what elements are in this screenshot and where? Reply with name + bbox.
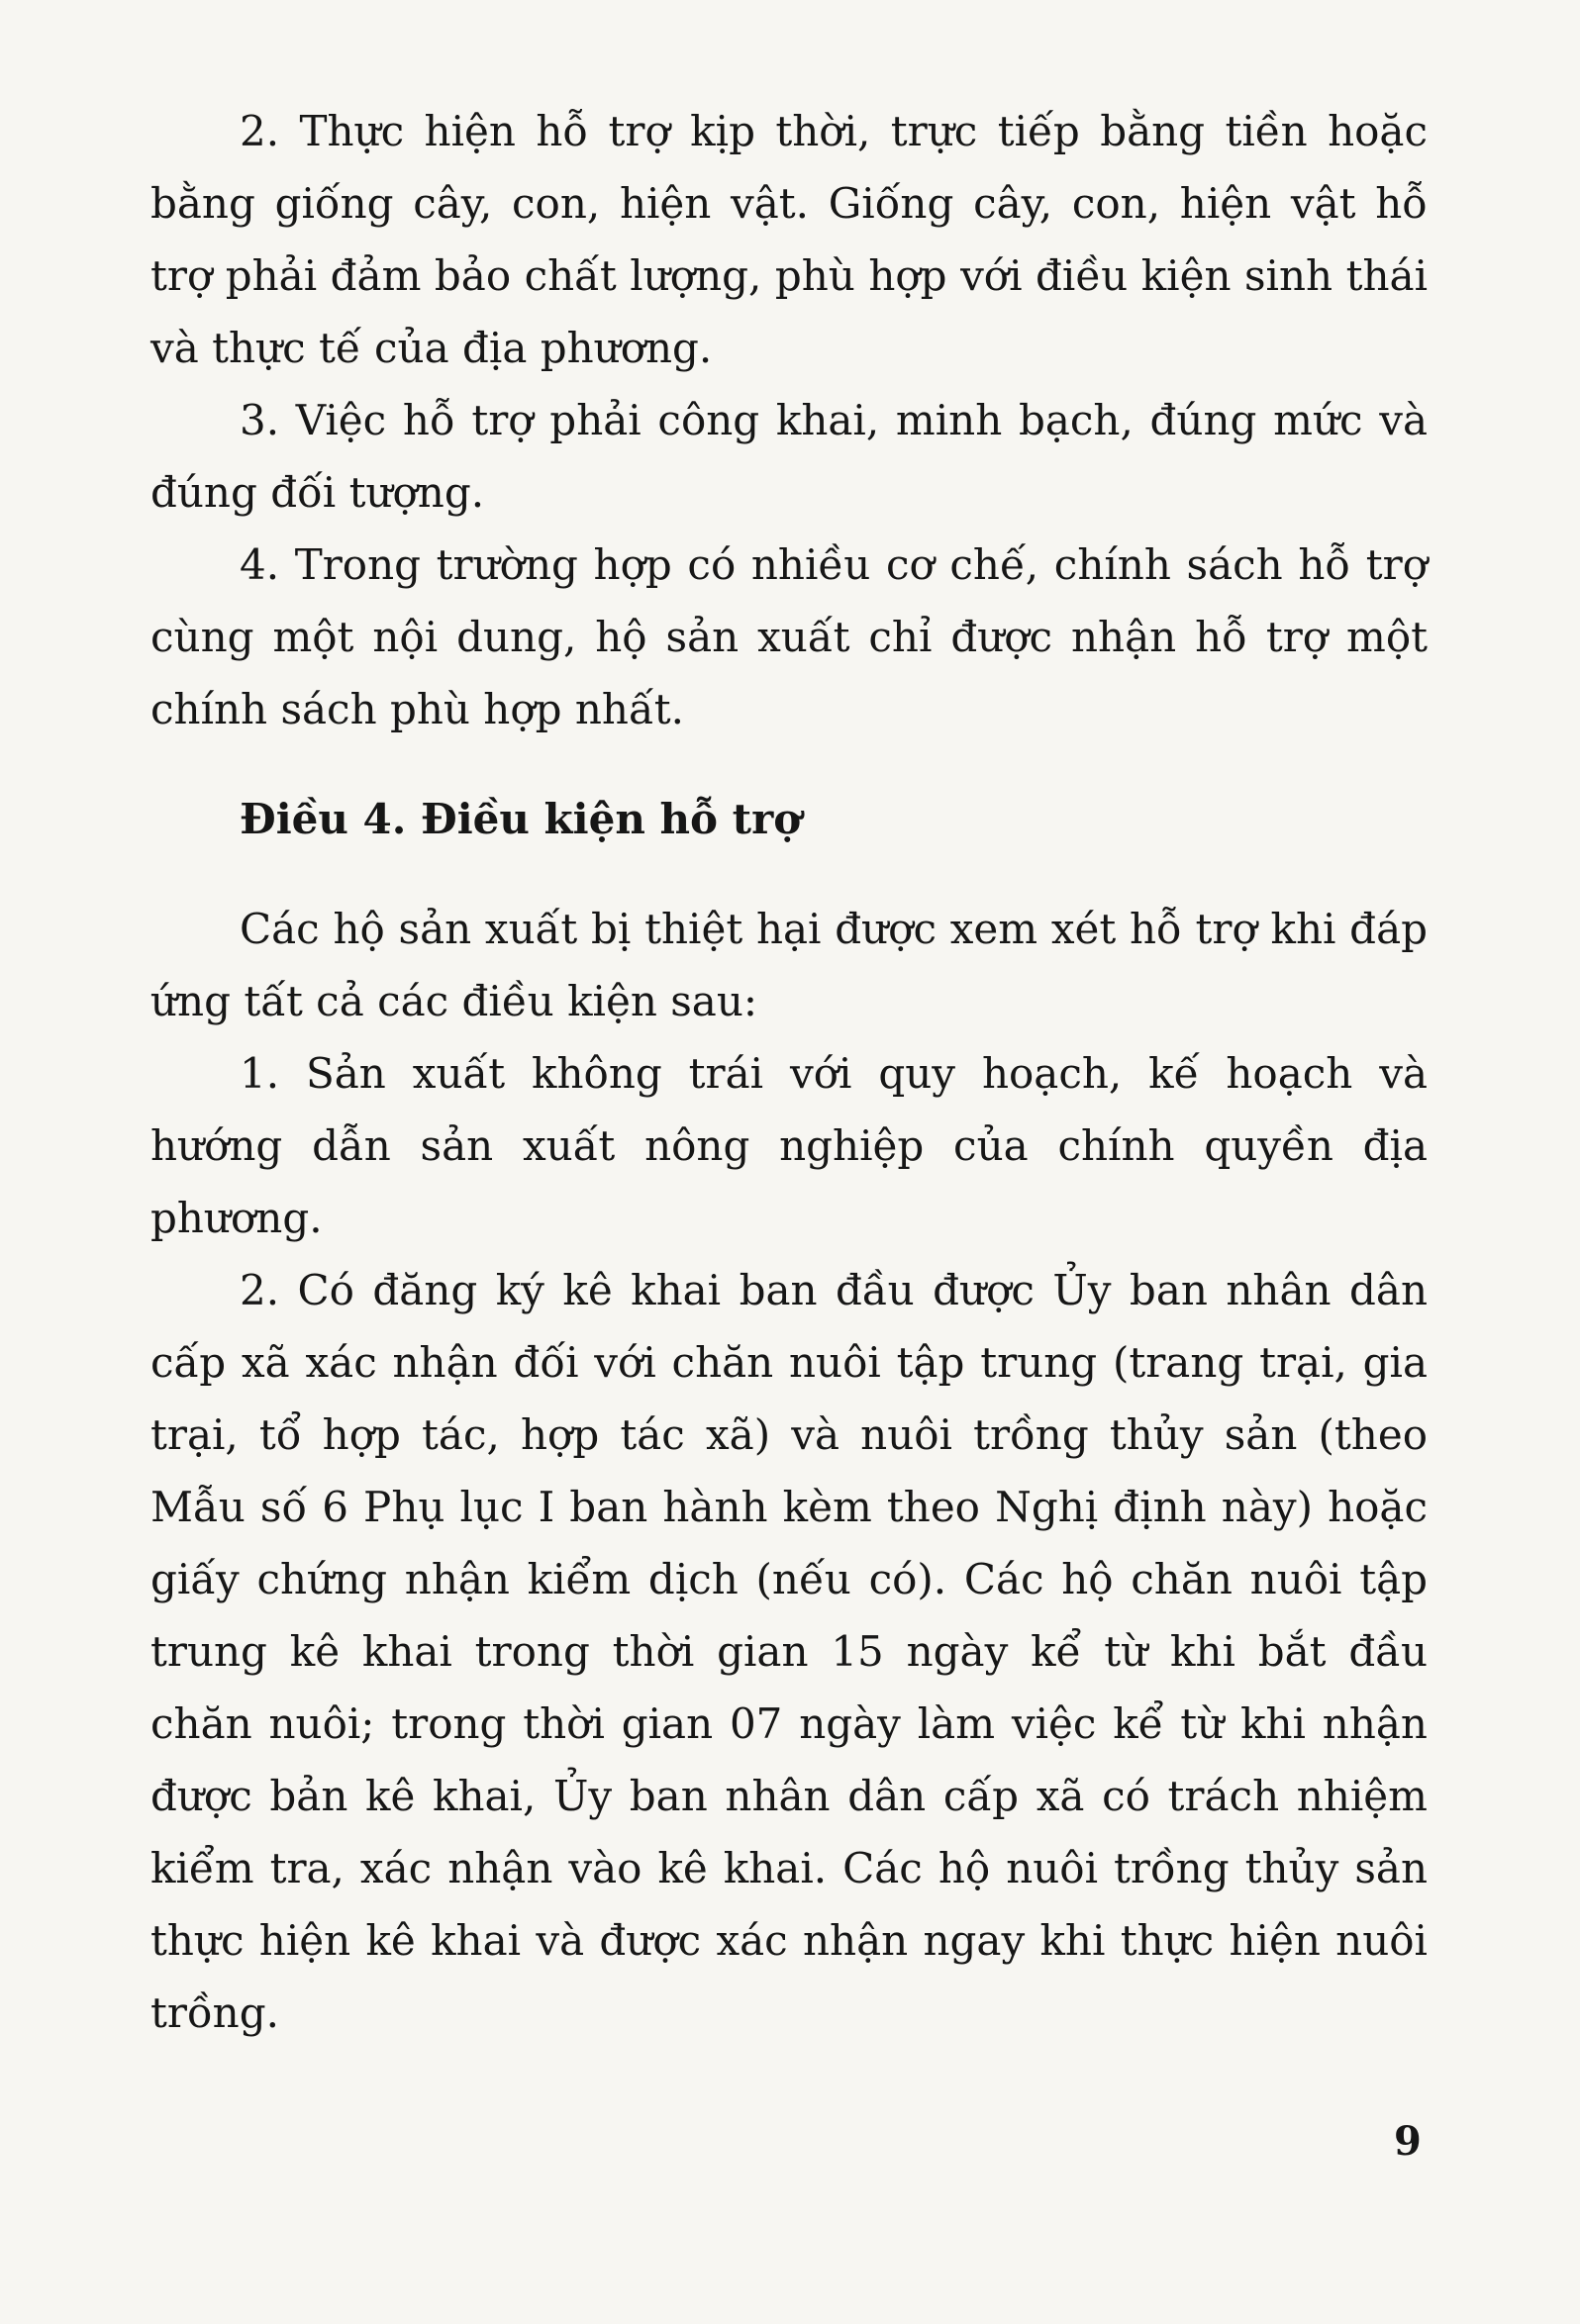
section-gap	[150, 855, 1428, 893]
intro-paragraph: Các hộ sản xuất bị thiệt hại được xem xét hỗ trợ khi đáp ứng tất cả các điều kiện sau:	[150, 905, 1428, 1025]
condition-1: 1. Sản xuất không trái với quy hoạch, kế hoạch và hướng dẫn sản xuất nông nghiệp của chính quyền địa phương.	[150, 1049, 1428, 1242]
paragraph-4: 4. Trong trường hợp có nhiều cơ chế, chính sách hỗ trợ cùng một nội dung, hộ sản xuất chỉ được nhận hỗ trợ một chính sách phù hợp nhất.	[150, 540, 1428, 733]
document-page	[150, 95, 1428, 2049]
condition-2: 2. Có đăng ký kê khai ban đầu được Ủy ban nhân dân cấp xã xác nhận đối với chăn nuôi tập trung (trang trại, gia trại, tổ hợp tác, hợp tác xã) và nuôi trồng thủy sản (theo Mẫu số 6 Phụ lục I ban hành kèm theo Nghị định này) hoặc giấy chứng nhận kiểm dịch (nếu có). Các hộ chăn nuôi tập trung kê khai trong thời gian 15 ngày kể từ khi bắt đầu chăn nuôi; trong thời gian 07 ngày làm việc kể từ khi nhận được bản kê khai, Ủy ban nhân dân cấp xã có trách nhiệm kiểm tra, xác nhận vào kê khai. Các hộ nuôi trồng thủy sản thực hiện kê khai và được xác nhận ngay khi thực hiện nuôi trồng.	[150, 1266, 1428, 2037]
page-number: 9	[1394, 2118, 1422, 2165]
paragraph-3: 3. Việc hỗ trợ phải công khai, minh bạch, đúng mức và đúng đối tượng.	[150, 396, 1428, 517]
paragraph-2: 2. Thực hiện hỗ trợ kịp thời, trực tiếp bằng tiền hoặc bằng giống cây, con, hiện vật. Giống cây, con, hiện vật hỗ trợ phải đảm bảo chất lượng, phù hợp với điều kiện sinh thái và thực tế của địa phương.	[150, 107, 1428, 372]
section-gap	[150, 745, 1428, 783]
article-heading: Điều 4. Điều kiện hỗ trợ	[240, 795, 802, 843]
